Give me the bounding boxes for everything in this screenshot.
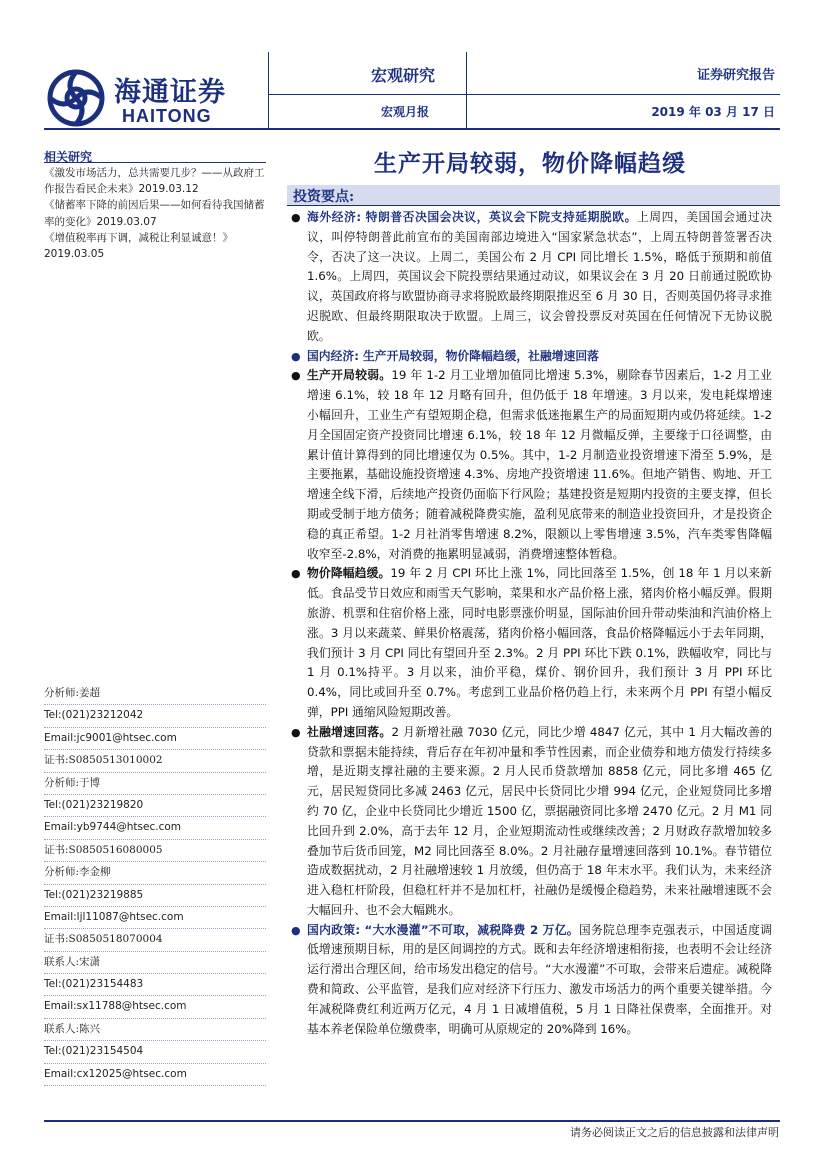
report-subcategory: 宏观月报 [381, 105, 430, 119]
related-rule [44, 162, 266, 163]
highlight-paragraph-domestic [287, 347, 772, 367]
analyst-email[interactable]: Email:jc9001@htsec.com [44, 728, 266, 750]
analyst-email[interactable]: Email:ljl11087@htsec.com [44, 907, 266, 929]
related-item[interactable]: 《激发市场活力，总共需要几步？——从政府工作报告看民企未来》2019.03.12 [44, 167, 265, 196]
contact-email[interactable]: Email:sx11788@htsec.com [44, 996, 266, 1018]
related-item[interactable]: 《增值税率再下调，减税让利显诚意！》2019.03.05 [44, 231, 233, 261]
highlight-paragraph-production [287, 366, 772, 564]
contact-email[interactable]: Email:cx12025@htsec.com [44, 1064, 266, 1086]
analyst-cert: 证书:S0850518070004 [44, 929, 266, 951]
paragraph-text: 国务院总理李克强表示，中国适度调低增速预期目标，用的是区间调控的方式。既和去年经济增速相衔接，也表明不会让经济运行滑出合理区间，给市场发出稳定的信号。“大水漫灌”不可取，会带来后遗症。减税降费和简政、公平监管，是我们应对经济下行压力、激发市场活力的两个重要关键举措。今年减税降费红利近两万亿元，4 月 1 日减增值税，5 月 1 日降社保费率，全面推开。对基本养老保险单位缴费率，明确可从原规定的 20%降到 16%。 [307, 922, 772, 1036]
highlights-heading: 投资要点: [293, 189, 355, 205]
paragraph-lead: 国内政策: “大水漫灌”不可取，减税降费 2 万亿。 [307, 922, 579, 937]
highlights-header [287, 185, 780, 206]
footer-rule [44, 1120, 780, 1122]
page-title: 生产开局较弱，物价降幅趋缓 [374, 150, 686, 177]
paragraph-text: 2 月新增社融 7030 亿元，同比少增 4847 亿元，其中 1 月大幅改善的贷款和票据未能持续，背后存在年初冲量和季节性因素，而企业债券和地方债发行持续多增，是近期支撑社融的主要来源。2 月人民币贷款增加 8858 亿元，同比多增 465 亿元，居民短贷同比多减 2463 亿元，居民中长贷同比少增 994 亿元，企业短贷同比多增约 70 亿，企业中长贷同比少增近 1500 亿，票据融资同比多增 2470 亿元。2 月 M1 同比回升到 2.0%，高于去年 12 月，企业短期流动性或继续改善；2 月财政存款增加较多叠加节后货币回笼，M2 同比回落至 8.0%。2 月社融存量增速回落到 10.1%。春节错位造成数据扰动，2 月社融增速较 1 月放缓，但仍高于 18 年末水平。我们认为，未来经济进入稳杠杆阶段，但稳杠杆并不是加杠杆，社融仍是缓慢企稳趋势，未来社融增速既不会大幅回升、也不会大幅跳水。 [307, 724, 772, 917]
highlights-body [287, 208, 772, 1039]
analyst-list [44, 683, 266, 1086]
paragraph-text: 上周四，美国国会通过决议，叫停特朗普此前宣布的美国南部边境进入“国家紧急状态”，上周五特朗普签署否决令，否决了这一决议。上周二，美国公布 2 月 CPI 同比增长 1.5%，略低于预期和前值 1.6%。上周四，英国议会下院投票结果通过动议，如果议会在 3 月 20 日前通过脱欧协议，英国政府将与欧盟协商寻求将脱欧最终期限推迟至 6 月 30 日，否则英国仍将寻求推迟脱欧、但最终期限取决于欧盟。上周三，议会曾投票反对英国在任何情况下无协议脱欧。 [307, 210, 772, 343]
paragraph-lead: 社融增速回落。 [307, 724, 392, 739]
related-item[interactable]: 《储蓄率下降的前因后果——如何看待我国储蓄率的变化》2019.03.07 [44, 199, 265, 228]
analyst-cert: 证书:S0850513010002 [44, 750, 266, 772]
brand-name-cn: 海通证券 [114, 77, 226, 108]
header-rule [44, 128, 780, 130]
bullet-icon: ● [291, 567, 301, 581]
contact-role: 联系人:陈兴 [44, 1019, 266, 1041]
report-type: 证券研究报告 [696, 68, 775, 83]
header-divider-right [466, 52, 467, 128]
analyst-tel: Tel:(021)23212042 [44, 705, 266, 727]
analyst-cert: 证书:S0850516080005 [44, 840, 266, 862]
paragraph-lead: 海外经济: 特朗普否决国会决议，英议会下院支持延期脱欧。 [307, 210, 637, 224]
report-category: 宏观研究 [371, 66, 436, 85]
paragraph-lead: 物价降幅趋缓。 [307, 566, 391, 581]
contact-role: 联系人:宋潇 [44, 952, 266, 974]
contact-tel: Tel:(021)23154504 [44, 1041, 266, 1063]
bullet-icon: ● [291, 923, 301, 937]
logo [44, 62, 249, 132]
bullet-icon: ● [291, 349, 301, 363]
paragraph-lead: 国内经济: 生产开局较弱，物价降幅趋缓，社融增速回落 [307, 348, 599, 363]
header-divider [268, 52, 269, 128]
analyst-role: 分析师:于博 [44, 773, 266, 795]
paragraph-text: 19 年 1-2 月工业增加值同比增速 5.3%，剔除春节因素后，1-2 月工业增速 6.1%，较 18 年 12 月略有回升，但仍低于 18 年增速。3 月以来，发电耗煤增速小幅回升，工业生产有望短期企稳，但需求低迷拖累生产的局面短期内或仍将延续。1-2 月全国固定资产投资同比增速 6.1%，较 18 年 12 月微幅反弹，主要缘于口径调整，由累计值计算得到的同比增速仅为 0.5%。其中，1-2 月制造业投资增速下滑至 5.9%，是主要拖累，基础设施投资增速 4.3%、房地产投资增速 11.6%。但地产销售、购地、开工增速全线下滑，后续地产投资仍面临下行风险；基建投资是短期内投资的主要支撑，但长期或受制于地方债务；随着减税降费实施，盈利见底带来的制造业投资回升，才是投资企稳的真正希望。1-2 月社消零售增速 8.2%，限额以上零售增速 3.5%，汽车类零售降幅收窄至-2.8%，对消费的拖累明显减弱，消费增速整体暂稳。 [307, 368, 772, 561]
highlight-paragraph-financing [287, 723, 772, 921]
analyst-tel: Tel:(021)23219885 [44, 885, 266, 907]
highlight-paragraph-prices [287, 564, 772, 722]
brand-name-en: HAITONG [122, 106, 212, 126]
bullet-icon: ● [291, 725, 301, 739]
analyst-tel: Tel:(021)23219820 [44, 795, 266, 817]
contact-tel: Tel:(021)23154483 [44, 974, 266, 996]
related-list [44, 165, 266, 262]
paragraph-lead: 生产开局较弱。 [307, 368, 392, 383]
highlight-paragraph-policy [287, 921, 772, 1040]
highlight-paragraph-overseas [287, 208, 772, 347]
analyst-email[interactable]: Email:yb9744@htsec.com [44, 817, 266, 839]
analyst-role: 分析师:李金柳 [44, 862, 266, 884]
related-heading: 相关研究 [44, 150, 93, 164]
bullet-icon: ● [291, 369, 301, 383]
haitong-logo-icon [44, 66, 108, 130]
header-mid-rule [268, 94, 780, 95]
paragraph-text: 19 年 2 月 CPI 环比上涨 1%，同比回落至 1.5%，创 18 年 1 月以来新低。食品受节日效应和雨雪天气影响，菜果和水产品价格上涨，猪肉价格小幅反弹。假期旅游、机票和住宿价格上涨，同时电影票涨价明显，国际油价回升带动柴油和汽油价格上涨。3 月以来蔬菜、鲜果价格震荡，猪肉价格小幅回落，食品价格降幅远小于去年同期，我们预计 3 月 CPI 同比有望回升至 2.3%。2 月 PPI 环比下跌 0.1%，跌幅收窄，同比与 1 月 0.1%持平。3 月以来，油价平稳，煤价、钢价回升，我们预计 3 月 PPI 环比 0.4%，同比或回升至 0.7%。考虑到工业品价格仍趋上行，未来两个月 PPI 有望小幅反弹，PPI 通缩风险短期改善。 [307, 566, 772, 719]
report-date: 2019 年 03 月 17 日 [651, 105, 775, 119]
footer-disclaimer: 请务必阅读正文之后的信息披露和法律声明 [570, 1126, 779, 1139]
bullet-icon: ● [291, 211, 301, 224]
analyst-role: 分析师:姜超 [44, 683, 266, 705]
